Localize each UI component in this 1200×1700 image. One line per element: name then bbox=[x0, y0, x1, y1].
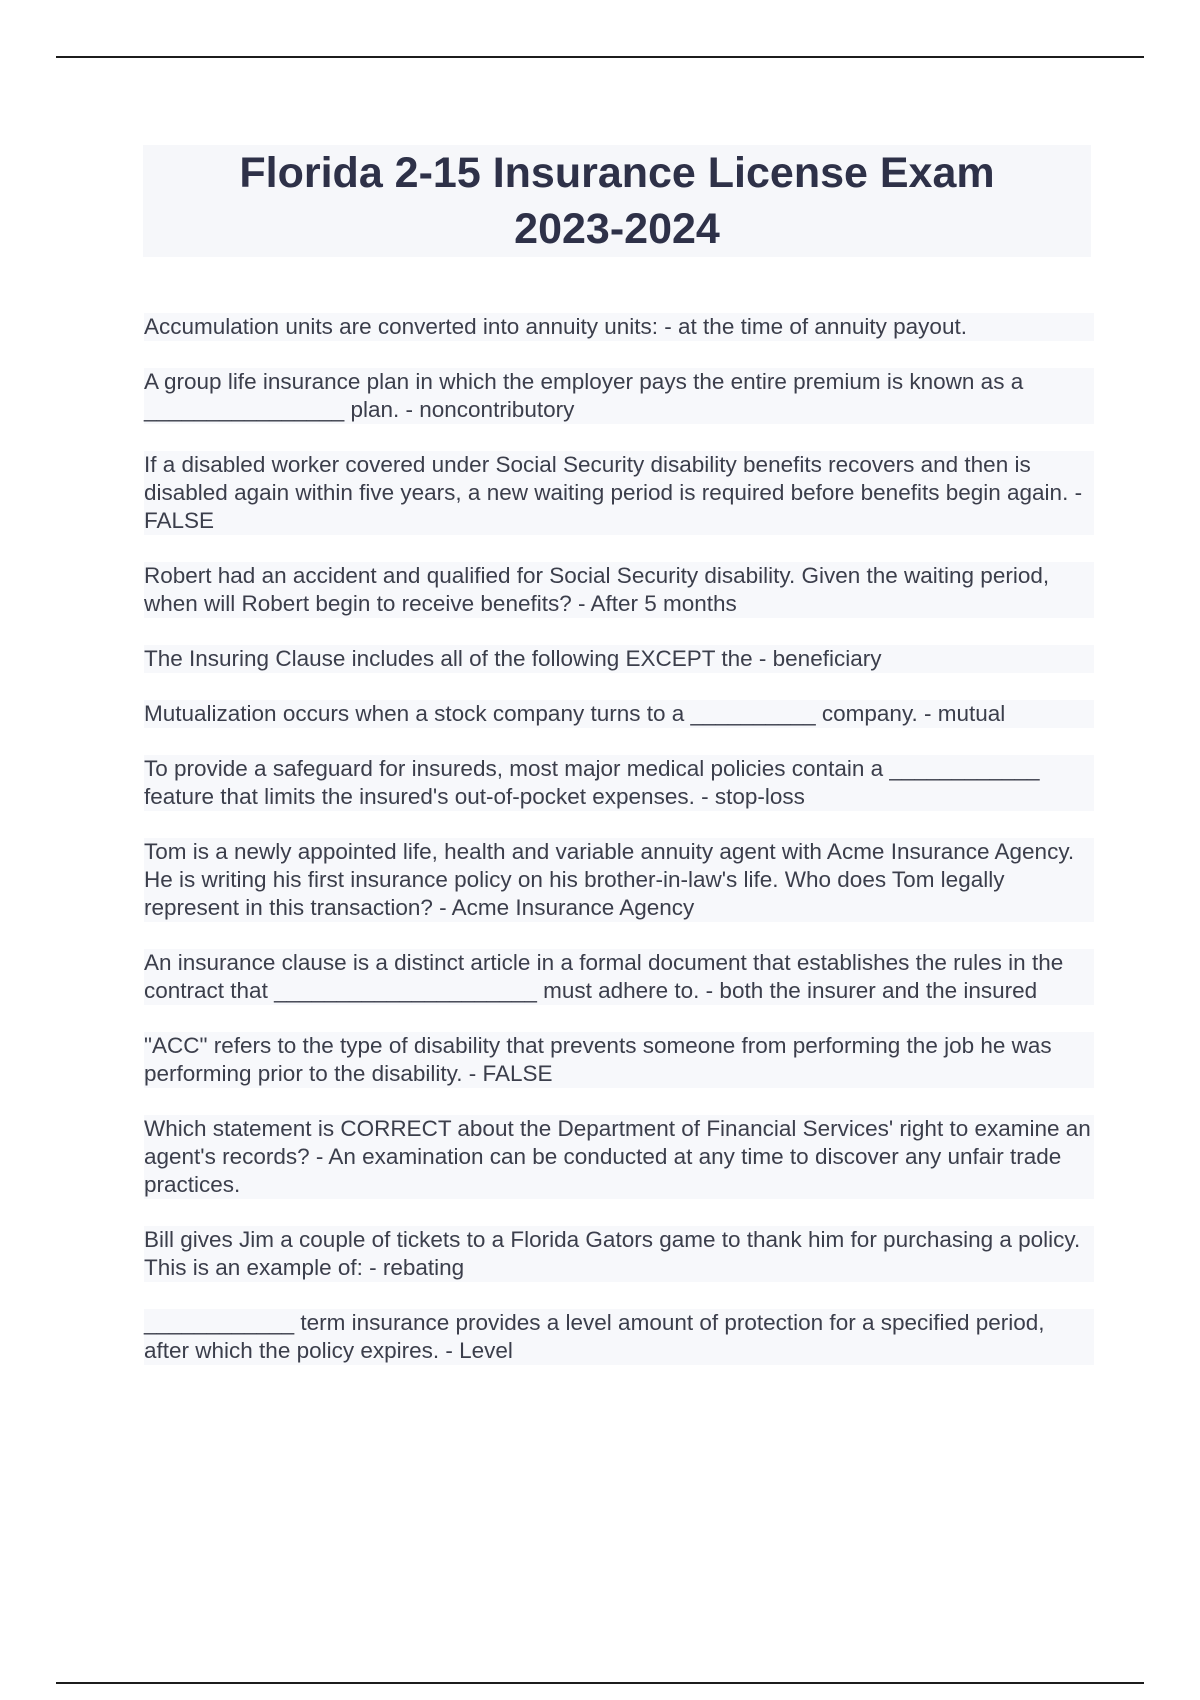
title-banner bbox=[143, 145, 1091, 257]
qa-item: Robert had an accident and qualified for Social Security disability. Given the waiting period, when will Robert begin to receive benefits? - After 5 months bbox=[144, 562, 1094, 618]
qa-item: A group life insurance plan in which the employer pays the entire premium is known as a ________________ plan. - noncontributory bbox=[144, 368, 1094, 424]
qa-item: The Insuring Clause includes all of the following EXCEPT the - beneficiary bbox=[144, 645, 1094, 673]
qa-item: Accumulation units are converted into annuity units: - at the time of annuity payout. bbox=[144, 313, 1094, 341]
qa-item: If a disabled worker covered under Social Security disability benefits recovers and then is disabled again within five years, a new waiting period is required before benefits begin again. - FALSE bbox=[144, 451, 1094, 535]
qa-item: Mutualization occurs when a stock company turns to a __________ company. - mutual bbox=[144, 700, 1094, 728]
qa-item: "ACC" refers to the type of disability that prevents someone from performing the job he was performing prior to the disability. - FALSE bbox=[144, 1032, 1094, 1088]
qa-item: Which statement is CORRECT about the Department of Financial Services' right to examine an agent's records? - An examination can be conducted at any time to discover any unfair trade practices. bbox=[144, 1115, 1094, 1199]
qa-item: Tom is a newly appointed life, health and variable annuity agent with Acme Insurance Agency. He is writing his first insurance policy on his brother-in-law's life. Who does Tom legally represent in this transaction? - Acme Insurance Agency bbox=[144, 838, 1094, 922]
bottom-rule bbox=[56, 1682, 1144, 1684]
page-title: Florida 2-15 Insurance License Exam 2023-2024 bbox=[239, 149, 995, 253]
top-rule bbox=[56, 56, 1144, 58]
qa-list bbox=[144, 313, 1094, 1392]
qa-item: An insurance clause is a distinct article in a formal document that establishes the rules in the contract that _____________________ must adhere to. - both the insurer and the insured bbox=[144, 949, 1094, 1005]
qa-item: To provide a safeguard for insureds, most major medical policies contain a ____________ feature that limits the insured's out-of-pocket expenses. - stop-loss bbox=[144, 755, 1094, 811]
qa-item: ____________ term insurance provides a level amount of protection for a specified period, after which the policy expires. - Level bbox=[144, 1309, 1094, 1365]
qa-item: Bill gives Jim a couple of tickets to a Florida Gators game to thank him for purchasing a policy. This is an example of: - rebating bbox=[144, 1226, 1094, 1282]
